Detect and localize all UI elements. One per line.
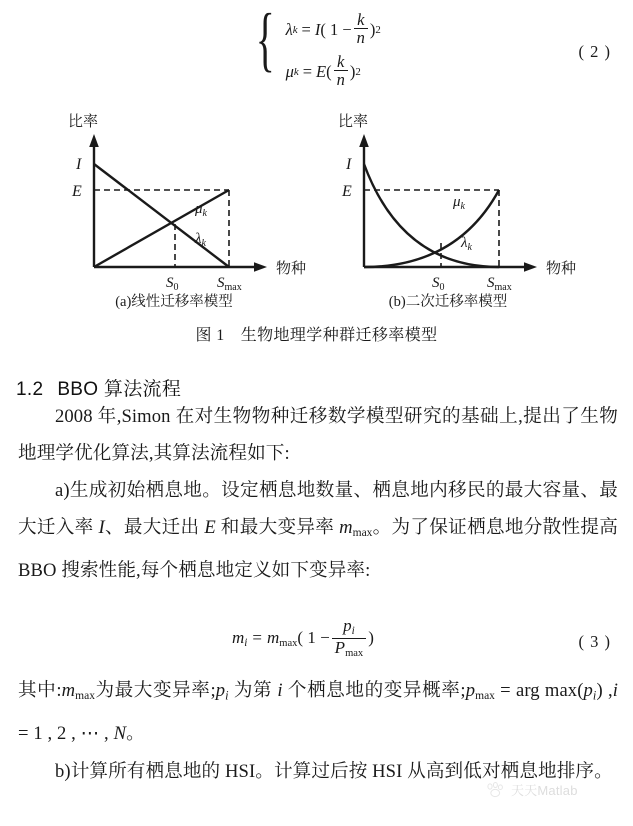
eq3-rhs-subscript: max bbox=[279, 637, 298, 649]
chart-b-quadratic-migration-model bbox=[322, 112, 622, 317]
equals-sign: = bbox=[301, 20, 311, 39]
chart-a-xtick-S0: $S_0$ bbox=[166, 275, 179, 292]
eq3-equals: = bbox=[252, 627, 262, 647]
chart-b-subcaption: (b)二次迁移率模型 bbox=[388, 294, 508, 310]
equation-3-number: ( 3 ) bbox=[578, 632, 611, 651]
eq3-frac-den-sub: max bbox=[345, 647, 364, 659]
chart-b-xtick-S0: $S_0$ bbox=[432, 275, 445, 292]
chart-b-label-mu-k: $\mu_k$ bbox=[453, 194, 465, 212]
chart-a-label-mu-k: $\mu_k$ bbox=[195, 201, 207, 219]
chart-b-y-axis-label: 比率 bbox=[338, 114, 369, 130]
where-text-8: 。 bbox=[126, 723, 145, 745]
chart-a-subcaption: (a)线性迁移率模型 bbox=[115, 294, 233, 310]
equation-2-line-1 bbox=[286, 9, 381, 51]
mu-subscript: k bbox=[293, 66, 299, 78]
section-number: 1.2 bbox=[16, 378, 44, 400]
mu-symbol: μ bbox=[285, 62, 294, 81]
eq3-frac-den-base: P bbox=[334, 637, 346, 657]
symbol-p-i-base-2: p bbox=[583, 680, 593, 701]
open-paren: ( 1 − bbox=[320, 20, 352, 39]
body-text-block-1 bbox=[18, 398, 618, 589]
symbol-p-i-subscript-2: i bbox=[592, 688, 597, 703]
paragraph-where-clause bbox=[18, 672, 618, 752]
symbol-i: i bbox=[277, 680, 283, 701]
paragraph-intro bbox=[18, 398, 618, 472]
watermark-text: 天天Matlab bbox=[511, 783, 578, 798]
paw-print-icon bbox=[486, 782, 506, 798]
symbol-N: N bbox=[113, 723, 127, 745]
fraction-k-over-n bbox=[334, 53, 348, 89]
coefficient-I: I bbox=[314, 20, 321, 39]
equals-sign: = bbox=[302, 62, 312, 81]
symbol-p-max-base: p bbox=[465, 680, 476, 701]
fraction-numerator: k bbox=[357, 9, 365, 29]
step-b-text: b)计算所有栖息地的 HSI。计算过后按 HSI 从高到低对栖息地排序。 bbox=[55, 761, 613, 782]
chart-b-label-lambda-k: $\lambda_k$ bbox=[461, 235, 472, 253]
where-text-7: = 1 , 2 , ⋯ , bbox=[18, 723, 114, 745]
symbol-p-i-base: p bbox=[215, 680, 226, 701]
body-text-block-2 bbox=[18, 672, 618, 752]
figure-caption-title: 生物地理学种群迁移率模型 bbox=[240, 327, 438, 344]
open-paren: ( bbox=[326, 62, 332, 81]
symbol-m-max-base: m bbox=[339, 517, 353, 538]
coefficient-E: E bbox=[316, 62, 327, 81]
symbol-i-2: i bbox=[612, 680, 618, 701]
equation-2-body bbox=[248, 0, 381, 97]
symbol-p-max-subscript: max bbox=[475, 690, 495, 703]
lambda-subscript: k bbox=[292, 24, 298, 36]
figure-1-caption bbox=[0, 322, 633, 345]
step-a-text-1: a)生成初始栖息地。设定栖息地数量、栖息地内移民的最大容量、最大迁入率 bbox=[18, 480, 618, 538]
chart-b-xtick-Smax: $S_{max}$ bbox=[487, 275, 512, 292]
chart-a-xtick-Smax: $S_{max}$ bbox=[217, 275, 242, 292]
where-text-4: 个栖息地的变异概率; bbox=[282, 680, 466, 701]
eq3-lhs-base: m bbox=[232, 627, 245, 647]
symbol-m-max-subscript: max bbox=[75, 690, 95, 703]
equation-2-line-2 bbox=[286, 51, 381, 93]
step-a-text-4: 。为了保证栖息地分散性提高 BBO 搜索性能,每个栖息地定义如下变异率: bbox=[18, 517, 618, 582]
eq3-frac-denominator bbox=[332, 638, 367, 659]
symbol-E: E bbox=[204, 517, 216, 538]
eq3-open-paren: ( 1 − bbox=[297, 627, 330, 647]
chart-a-x-axis-label: 物种 bbox=[276, 261, 307, 277]
symbol-p-i-subscript: i bbox=[225, 688, 229, 703]
eq3-fraction bbox=[332, 617, 367, 659]
where-text-3: 为第 bbox=[228, 680, 278, 701]
eq3-close-paren: ) bbox=[368, 627, 374, 647]
eq3-frac-num-base: p bbox=[343, 615, 352, 635]
chart-a-label-lambda-k: $\lambda_k$ bbox=[195, 231, 206, 249]
symbol-I: I bbox=[98, 517, 105, 538]
lambda-symbol: λ bbox=[285, 20, 293, 39]
exponent: 2 bbox=[355, 66, 361, 78]
step-a-text-3: 和最大变异率 bbox=[215, 517, 340, 538]
chart-a-ytick-I: I bbox=[76, 156, 82, 173]
eq3-frac-num-sub: i bbox=[351, 624, 355, 637]
symbol-m-max-subscript: max bbox=[352, 527, 373, 540]
equation-2-number: ( 2 ) bbox=[578, 42, 611, 61]
watermark bbox=[486, 780, 578, 799]
equation-2-block bbox=[0, 2, 633, 110]
equation-2-brace: { bbox=[255, 0, 275, 79]
paragraph-intro-rest: ,Simon 在对生物物种迁移数学模型研究的基础上,提出了生物地理学优化算法,其算法流程如下: bbox=[18, 406, 618, 464]
chart-a-svg bbox=[52, 112, 352, 292]
where-text-5: = arg max( bbox=[494, 680, 584, 701]
chart-a-y-axis-label: 比率 bbox=[68, 114, 99, 130]
eq3-rhs-base: m bbox=[267, 627, 280, 647]
chart-b-ytick-E: E bbox=[342, 183, 352, 200]
exponent: 2 bbox=[375, 24, 381, 36]
equation-3-block bbox=[0, 615, 633, 668]
paragraph-step-a bbox=[18, 472, 618, 589]
step-a-text-2: 、最大迁出 bbox=[104, 517, 205, 538]
chart-b-ytick-I: I bbox=[346, 156, 352, 173]
section-heading-1-2 bbox=[16, 374, 181, 401]
close-paren: ) bbox=[369, 20, 376, 39]
paragraph-intro-year: 2008 年 bbox=[55, 406, 117, 427]
figure-1 bbox=[0, 112, 633, 322]
where-text-6: ) , bbox=[596, 680, 613, 701]
where-text-2: 为最大变异率; bbox=[94, 680, 216, 701]
fraction-denominator: n bbox=[354, 28, 368, 46]
eq3-frac-numerator bbox=[332, 617, 367, 638]
fraction-denominator: n bbox=[334, 70, 348, 88]
section-title: BBO 算法流程 bbox=[57, 378, 182, 400]
chart-b-x-axis-label: 物种 bbox=[546, 261, 577, 277]
chart-b-svg bbox=[322, 112, 622, 292]
fraction-numerator: k bbox=[337, 51, 345, 71]
fraction-k-over-n bbox=[354, 11, 368, 47]
symbol-m-max-base: m bbox=[61, 680, 76, 701]
where-text-1: 其中: bbox=[18, 680, 62, 701]
close-paren: ) bbox=[349, 62, 356, 81]
chart-a-linear-migration-model bbox=[52, 112, 352, 317]
equation-3-body bbox=[232, 615, 374, 660]
chart-a-ytick-E: E bbox=[72, 183, 82, 200]
figure-caption-label: 图 1 bbox=[195, 327, 225, 344]
eq3-lhs-subscript: i bbox=[244, 637, 248, 650]
